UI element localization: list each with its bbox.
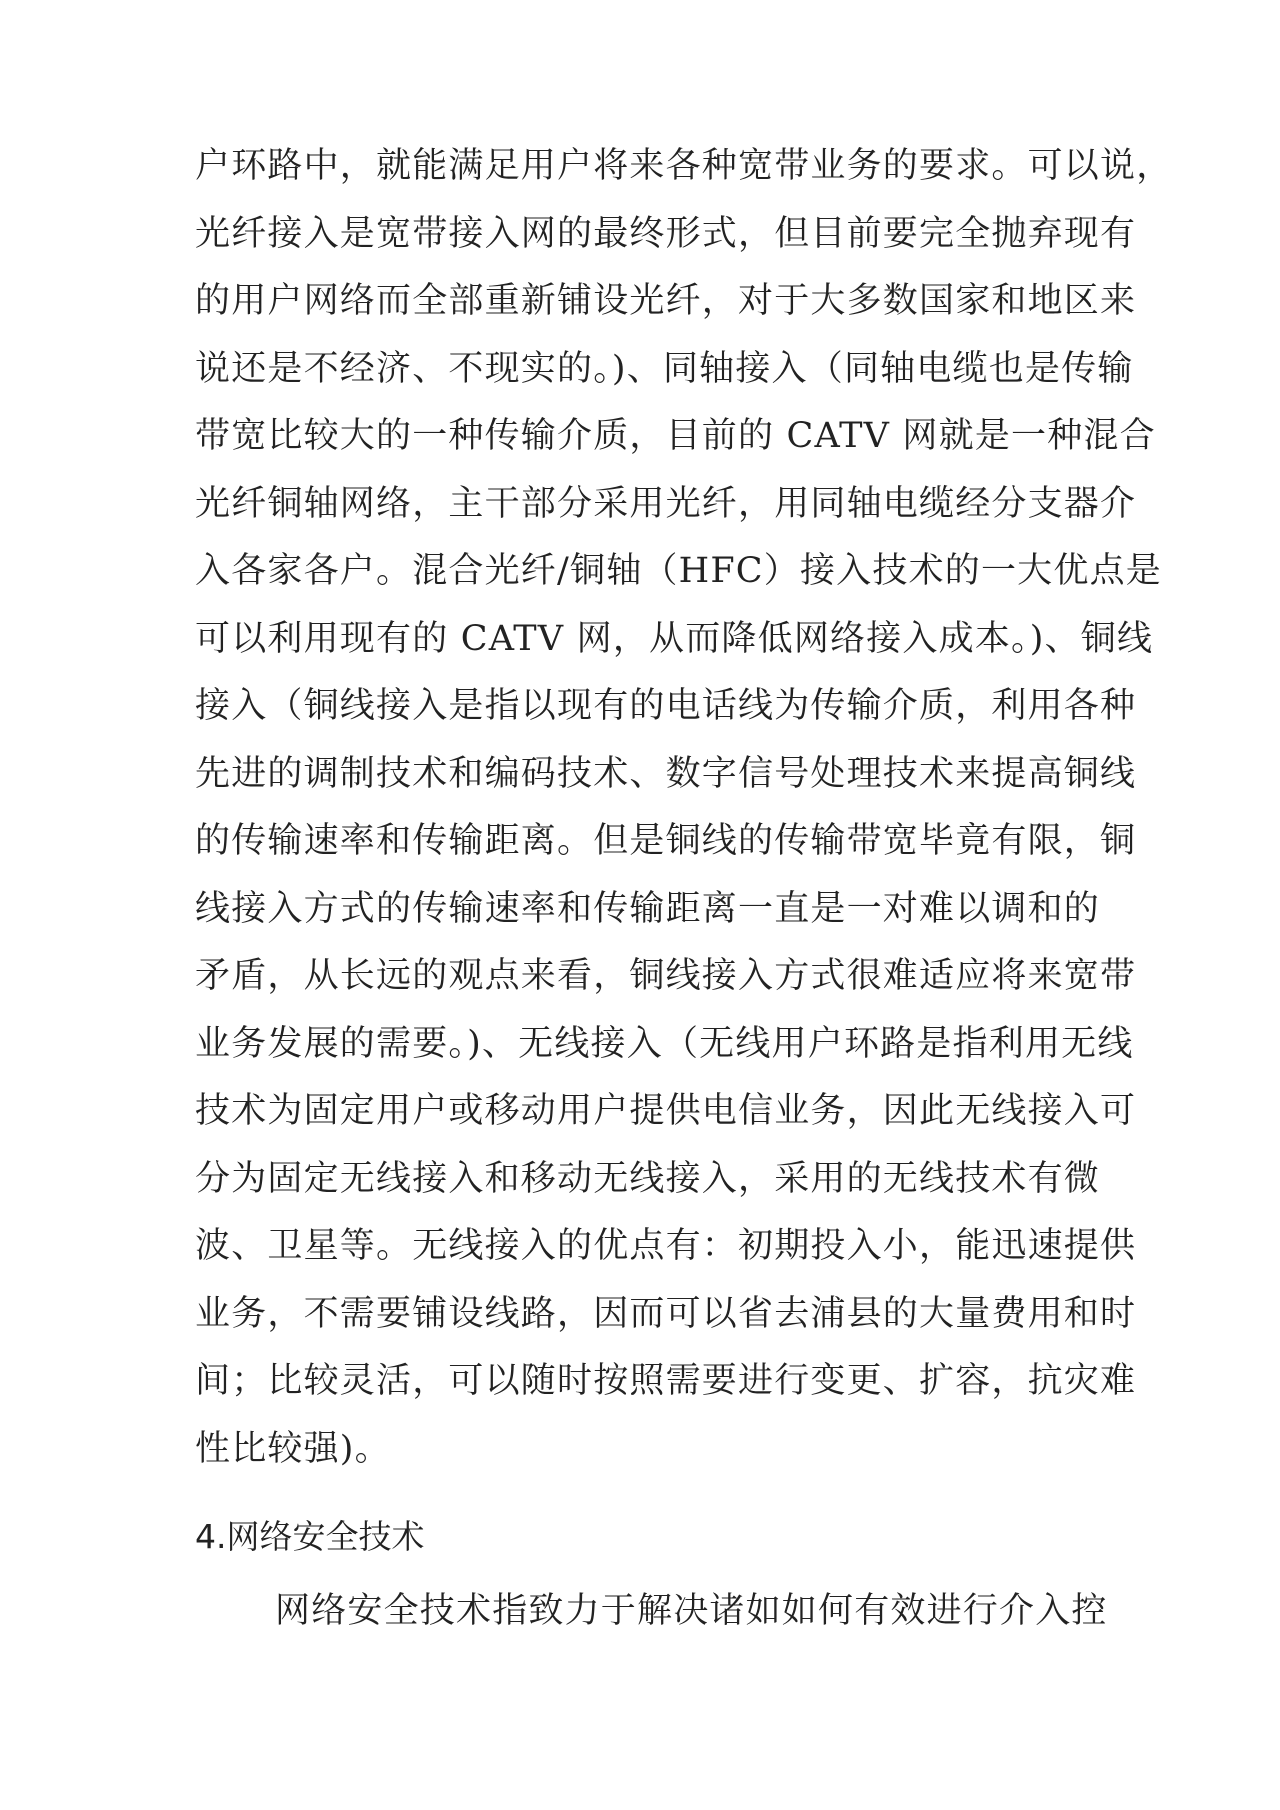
paragraph-line: 业务，不需要铺设线路，因而可以省去浦县的大量费用和时 bbox=[195, 1293, 1137, 1334]
paragraph-line: 分为固定无线接入和移动无线接入，采用的无线技术有微 bbox=[195, 1158, 1101, 1199]
paragraph-line: 户环路中，就能满足用户将来各种宽带业务的要求。可以说， bbox=[195, 146, 1173, 186]
paragraph-line: 线接入方式的传输速率和传输距离一直是一对难以调和的 bbox=[195, 888, 1101, 929]
paragraph-line: 波、卫星等。无线接入的优点有：初期投入小，能迅速提供 bbox=[195, 1226, 1137, 1266]
paragraph-line: 业务发展的需要。)、无线接入（无线用户环路是指利用无线 bbox=[195, 1023, 1134, 1064]
paragraph-line: 带宽比较大的一种传输介质，目前的 CATV 网就是一种混合 bbox=[195, 416, 1156, 456]
paragraph-last-line: 性比较强)。 bbox=[195, 1428, 391, 1469]
paragraph-line: 入各家各户。混合光纤/铜轴（HFC）接入技术的一大优点是 bbox=[195, 551, 1162, 591]
paragraph-line: 的传输速率和传输距离。但是铜线的传输带宽毕竟有限，铜 bbox=[195, 821, 1137, 861]
paragraph-line: 光纤接入是宽带接入网的最终形式，但目前要完全抛弃现有 bbox=[195, 213, 1137, 254]
paragraph-line: 可以利用现有的 CATV 网，从而降低网络接入成本。)、铜线 bbox=[195, 618, 1154, 659]
paragraph-line: 说还是不经济、不现实的。)、同轴接入（同轴电缆也是传输 bbox=[195, 348, 1134, 389]
paragraph-line: 技术为固定用户或移动用户提供电信业务，因此无线接入可 bbox=[195, 1091, 1137, 1131]
paragraph-line: 的用户网络而全部重新铺设光纤，对于大多数国家和地区来 bbox=[195, 281, 1137, 321]
paragraph-line: 先进的调制技术和编码技术、数字信号处理技术来提高铜线 bbox=[195, 753, 1137, 794]
paragraph-first-line: 网络安全技术指致力于解决诸如如何有效进行介入控 bbox=[275, 1591, 1108, 1631]
paragraph-line: 接入（铜线接入是指以现有的电话线为传输介质，利用各种 bbox=[195, 686, 1137, 726]
paragraph-line: 间；比较灵活，可以随时按照需要进行变更、扩容，抗灾难 bbox=[195, 1361, 1137, 1401]
paragraph-line: 矛盾，从长远的观点来看，铜线接入方式很难适应将来宽带 bbox=[195, 956, 1137, 996]
paragraph-line: 光纤铜轴网络，主干部分采用光纤，用同轴电缆经分支器介 bbox=[195, 483, 1137, 524]
paragraph-continued bbox=[195, 133, 1173, 1483]
section-heading: 4.网络安全技术 bbox=[195, 1517, 425, 1556]
